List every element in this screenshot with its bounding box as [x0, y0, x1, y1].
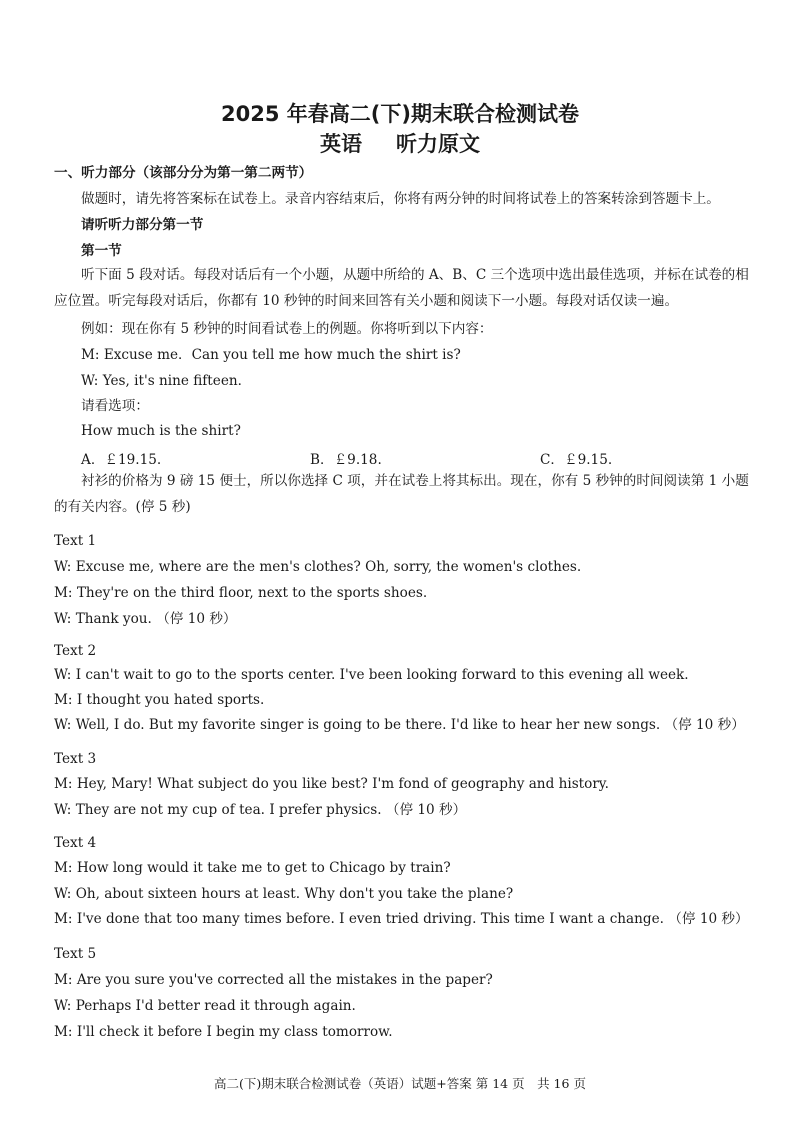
- text-3-label: Text 3: [54, 751, 97, 767]
- example-intro: 例如：现在你有 5 秒钟的时间看试卷上的例题。你将听到以下内容：: [81, 321, 493, 337]
- look-options-label: 请看选项：: [81, 398, 149, 414]
- text-2-line-2: M: I thought you hated sports.: [54, 692, 265, 708]
- listening-script-label: 听力原文: [396, 132, 480, 156]
- example-line-w: W: Yes, it's nine fifteen．: [81, 373, 252, 389]
- text-1-label: Text 1: [54, 533, 97, 549]
- text-4-label: Text 4: [54, 835, 97, 851]
- part-label: 请听听力部分第一节: [81, 217, 204, 233]
- instruction-text: 做题时，请先将答案标在试卷上。录音内容结束后，你将有两分钟的时间将试卷上的答案转涂到答题卡上。: [81, 191, 720, 207]
- text-5-label: Text 5: [54, 946, 97, 962]
- exam-subtitle: [0, 128, 800, 158]
- option-b: B．￡9.18.: [310, 452, 382, 468]
- example-explanation: 衬衫的价格为 9 磅 15 便士，所以你选择 C 项，并在试卷上将其标出。现在，你有 5 秒钟的时间阅读第 1 小题的有关内容。(停 5 秒): [54, 473, 749, 515]
- text-5-line-1: M: Are you sure you've corrected all the mistakes in the paper?: [54, 972, 493, 988]
- text-2-label: Text 2: [54, 643, 97, 659]
- text-4-line-1: M: How long would it take me to get to Chicago by train?: [54, 860, 451, 876]
- text-4-line-2: W: Oh, about sixteen hours at least. Why don't you take the plane?: [54, 886, 514, 902]
- page-footer: 高二(下)期末联合检测试卷（英语）试题+答案 第 14 页 共 16 页: [214, 1076, 586, 1091]
- text-2-line-1: W: I can't wait to go to the sports center. I've been looking forward to this evening all week.: [54, 667, 689, 683]
- text-5-line-3: M: I'll check it before I begin my class tomorrow.: [54, 1024, 393, 1040]
- option-a: A．￡19.15.: [81, 452, 162, 468]
- text-1-line-2: M: They're on the third floor, next to the sports shoes.: [54, 585, 428, 601]
- exam-title: 2025 年春高二(下)期末联合检测试卷: [221, 102, 579, 126]
- subject-label: 英语: [320, 132, 362, 156]
- option-c: C．￡9.15.: [540, 452, 613, 468]
- text-3-line-1: M: Hey, Mary! What subject do you like best? I'm fond of geography and history.: [54, 776, 610, 792]
- text-1-line-3: W: Thank you. （停 10 秒）: [54, 611, 237, 627]
- text-1-line-1: W: Excuse me, where are the men's clothes? Oh, sorry, the women's clothes.: [54, 559, 582, 575]
- text-4-line-3: M: I've done that too many times before. I even tried driving. This time I want a change. （停 10 秒）: [54, 911, 749, 927]
- text-5-line-2: W: Perhaps I'd better read it through again.: [54, 998, 356, 1014]
- example-line-m: M: Excuse me．Can you tell me how much the shirt is?: [81, 347, 461, 363]
- text-3-line-2: W: They are not my cup of tea. I prefer physics. （停 10 秒）: [54, 802, 467, 818]
- part-title: 第一节: [81, 243, 122, 259]
- part-instruction: 听下面 5 段对话。每段对话后有一个小题，从题中所给的 A、B、C 三个选项中选出最佳选项，并标在试卷的相应位置。听完每段对话后，你都有 10 秒钟的时间来回答有关小题和阅读下一小题。每段对话仅读一遍。: [54, 267, 749, 309]
- example-question: How much is the shirt?: [81, 423, 241, 439]
- section-heading: 一、听力部分（该部分分为第一第二两节）: [54, 165, 313, 181]
- text-2-line-3: W: Well, I do. But my favorite singer is going to be there. I'd like to hear her new songs. （停 10 秒）: [54, 717, 745, 733]
